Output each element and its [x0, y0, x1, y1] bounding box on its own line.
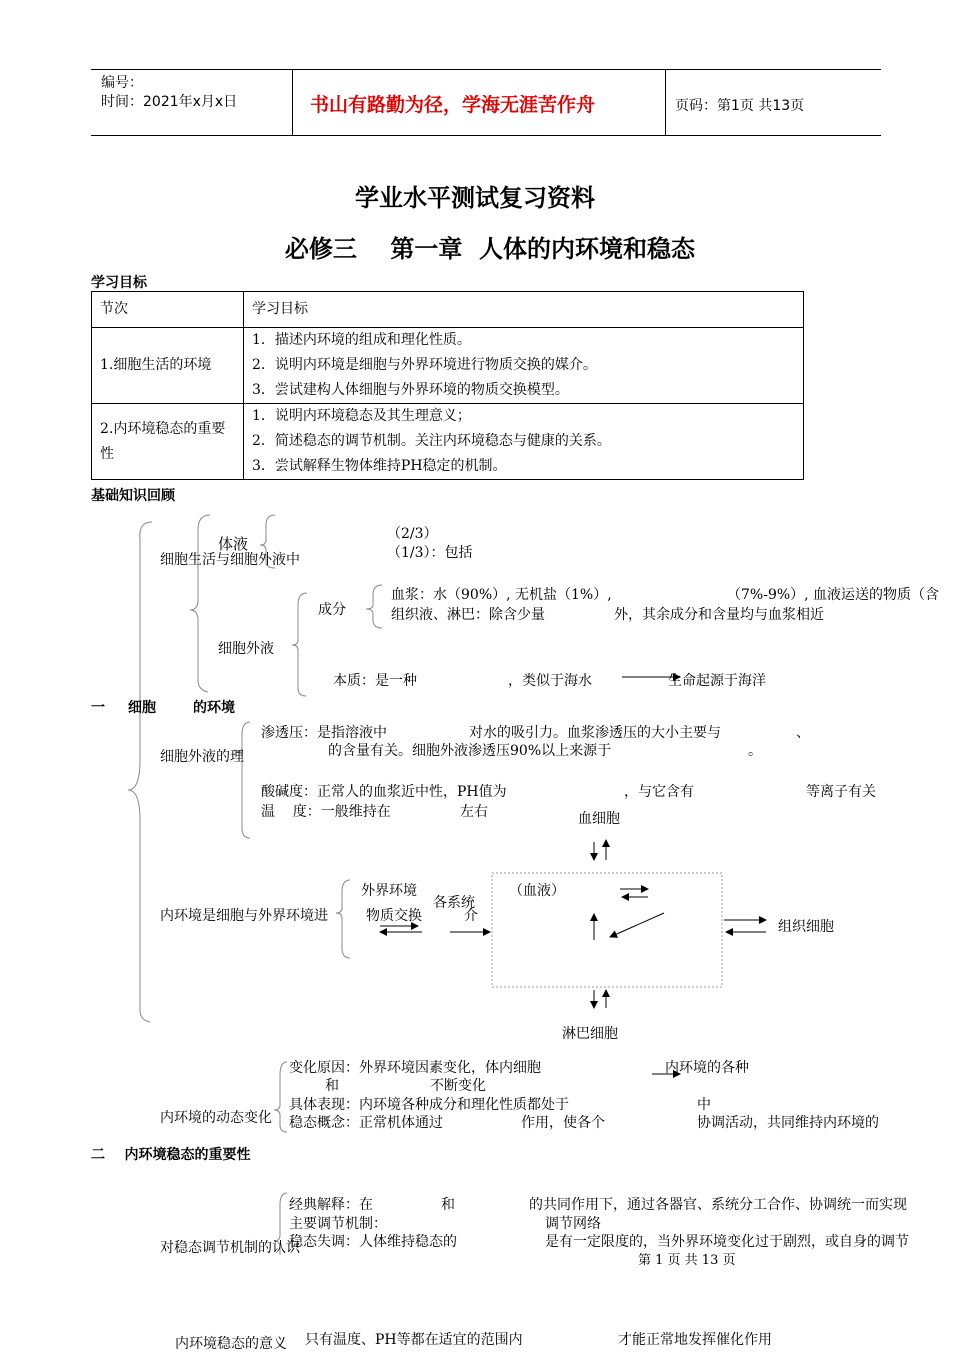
lymph-cell-label: 淋巴细胞: [562, 1026, 618, 1042]
brace-ext-fluid: [292, 593, 307, 696]
exchange-label: 物质交换: [366, 908, 422, 924]
brace-cell-life: [190, 515, 210, 692]
exchange-label: 内环境是细胞与外界环境进: [160, 908, 328, 924]
brace-components: [366, 585, 382, 628]
goal-item: 1．说明内环境稳态及其生理意义；: [252, 408, 471, 424]
body-fluid-label: 体液: [218, 535, 249, 553]
components-label: 成分: [318, 602, 346, 618]
ext-fluid-label: 细胞外液: [218, 641, 274, 657]
exchange-label: 介: [464, 908, 478, 924]
temp-text: 温 度：一般维持在: [261, 804, 391, 820]
significance-text: 才能正常地发挥催化作用: [618, 1332, 772, 1348]
dynamic-show: 具体表现：内环境各种成分和理化性质都处于: [289, 1097, 569, 1113]
origin-text: 生命起源于海洋: [668, 673, 766, 689]
fluid-intra: （2/3）: [387, 526, 438, 542]
essence-text: 本质：是一种: [333, 673, 417, 689]
goals-section-cell: 2.内环境稳态的重要性: [92, 404, 244, 480]
part1-heading: 的环境: [193, 700, 235, 716]
cell-life-label: 细胞生活与细胞外液中: [160, 552, 300, 568]
dynamic-cause: 内环境的各种: [665, 1060, 749, 1076]
blood-label: （血液）: [509, 883, 565, 899]
brace-part1: [128, 522, 156, 1022]
plasma-text: 血浆：水（90%）, 无机盐（1%）,: [391, 587, 612, 603]
osmotic-text: 的含量有关。细胞外液渗透压90%以上来源于: [328, 743, 612, 759]
goal-item: 2．说明内环境是细胞与外界环境进行物质交换的媒介。: [252, 357, 597, 373]
goal-item: 1．描述内环境的组成和理化性质。: [252, 332, 471, 348]
goal-item: 3．尝试解释生物体维持PH稳定的机制。: [252, 458, 507, 474]
temp-text: 左右: [460, 804, 488, 820]
part2-heading: 二 内环境稳态的重要性: [91, 1147, 251, 1163]
goals-header-section: 节次: [92, 292, 244, 328]
brace-dynamic: [274, 1062, 287, 1132]
goals-header-goal: 学习目标: [244, 292, 804, 328]
osmotic-text: 。: [748, 743, 762, 759]
classic-text: 经典解释：在: [289, 1197, 373, 1213]
phys-label: 细胞外液的理: [160, 749, 244, 765]
header-time-label: 时间：2021年x月x日: [101, 94, 238, 110]
systems-label: 各系统: [433, 895, 475, 911]
goals-section-cell: 1.细胞生活的环境: [92, 328, 244, 404]
tissue-fluid-text: 外，其余成分和含量均与血浆相近: [614, 607, 824, 623]
dynamic-concept: 作用，使各个: [521, 1115, 605, 1131]
ph-text: 等离子有关: [806, 784, 876, 800]
brace-phys: [236, 722, 250, 838]
header-page-info: 页码：第1页 共13页: [675, 98, 805, 114]
part1-heading-num: 一: [91, 700, 105, 716]
significance-label: 内环境稳态的意义: [175, 1336, 287, 1352]
dynamic-show: 中: [697, 1097, 711, 1113]
fluid-extra: （1/3）：包括: [387, 545, 473, 561]
mechanism-text: 调节网络: [545, 1216, 601, 1232]
disorder-text: 稳态失调：人体维持稳态的: [289, 1234, 457, 1250]
brace-exchange: [336, 880, 350, 958]
page-title: 学业水平测试复习资料: [355, 184, 595, 212]
page-subtitle: 必修三 第一章 人体的内环境和稳态: [284, 235, 696, 263]
ph-text: ，与它含有: [624, 784, 694, 800]
dynamic-cause: 和: [325, 1078, 339, 1094]
tissue-fluid-text: 组织液、淋巴：除含少量: [391, 607, 545, 623]
plasma-protein-text: （7%-9%）, 血液运送的物质（含: [727, 587, 940, 603]
dynamic-concept: 协调活动，共同维持内环境的: [697, 1115, 879, 1131]
classic-text: 和: [441, 1197, 455, 1213]
osmotic-text: 、: [796, 725, 810, 741]
dynamic-cause: 不断变化: [430, 1078, 486, 1094]
review-heading: 基础知识回顾: [91, 488, 175, 504]
mechanism-text: 主要调节机制：: [289, 1216, 387, 1232]
essence-text: ，类似于海水: [508, 673, 592, 689]
classic-text: 的共同作用下，通过各器官、系统分工合作、协调统一而实现: [529, 1197, 907, 1213]
tissue-cell-label: 组织细胞: [778, 919, 834, 935]
osmotic-text: 渗透压：是指溶液中: [261, 725, 387, 741]
blood-cell-label: 血细胞: [578, 811, 620, 827]
header-motto: 书山有路勤为径，学海无涯苦作舟: [310, 94, 596, 116]
dynamic-concept: 稳态概念：正常机体通过: [289, 1115, 443, 1131]
dynamic-label: 内环境的动态变化: [160, 1110, 272, 1126]
arrow: [610, 913, 664, 937]
part1-heading: 细胞: [128, 700, 156, 716]
goal-item: 3．尝试建构人体细胞与外界环境的物质交换模型。: [252, 382, 569, 398]
significance-text: 只有温度、PH等都在适宜的范围内: [305, 1332, 523, 1348]
osmotic-text: 对水的吸引力。血浆渗透压的大小主要与: [469, 725, 721, 741]
outer-env-label: 外界环境: [361, 883, 417, 899]
disorder-text: 是有一定限度的，当外界环境变化过于剧烈，或自身的调节: [545, 1234, 909, 1250]
goal-item: 2．简述稳态的调节机制。关注内环境稳态与健康的关系。: [252, 433, 611, 449]
ph-text: 酸碱度：正常人的血浆近中性，PH值为: [261, 784, 507, 800]
header-number-label: 编号：: [101, 75, 143, 91]
goals-heading: 学习目标: [91, 275, 147, 291]
page-footer: 第 1 页 共 13 页: [638, 1253, 736, 1268]
dynamic-cause: 变化原因：外界环境因素变化，体内细胞: [289, 1060, 541, 1076]
understand-label: 对稳态调节机制的认识: [160, 1240, 300, 1256]
